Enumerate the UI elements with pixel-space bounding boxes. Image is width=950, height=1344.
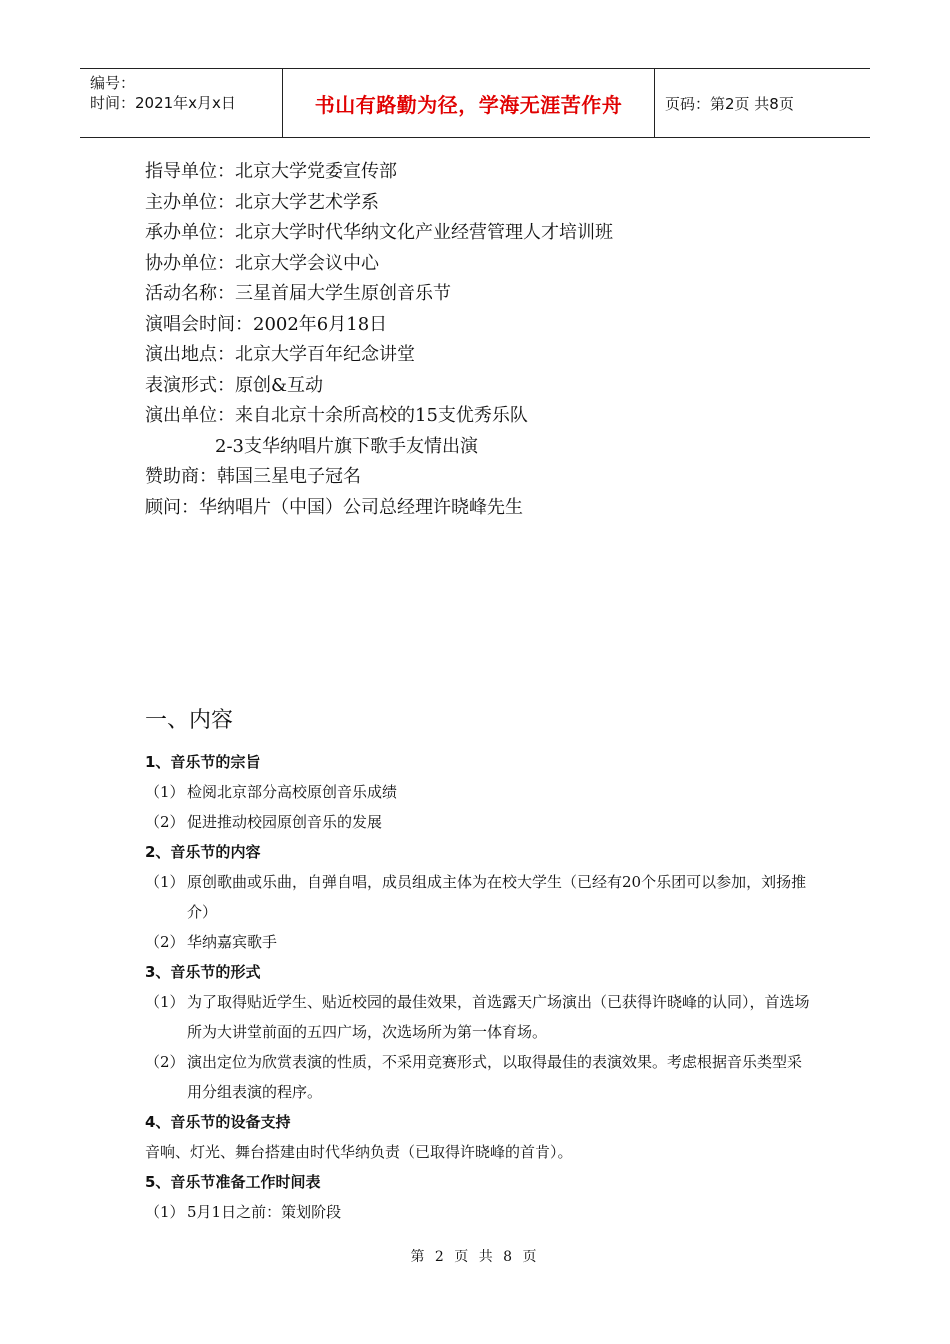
item-number: （1） (145, 1203, 185, 1221)
subheading: 1、音乐节的宗旨 (145, 753, 261, 771)
list-item (145, 987, 813, 1047)
list-item (145, 1197, 813, 1227)
item-text: 为了取得贴近学生、贴近校园的最佳效果，首选露天广场演出（已获得许晓峰的认同），首选场所为大讲堂前面的五四广场，次选场所为第一体育场。 (187, 993, 810, 1041)
item-number: （2） (145, 813, 185, 831)
item-number: （1） (145, 783, 185, 801)
header-motto: 书山有路勤为径，学海无涯苦作舟 (314, 92, 623, 117)
info-line: 演唱会时间：2002年6月18日 (145, 313, 388, 335)
subheading: 5、音乐节准备工作时间表 (145, 1173, 321, 1191)
info-line: 演出地点：北京大学百年纪念讲堂 (145, 344, 415, 365)
list-item (145, 867, 813, 927)
info-line: 主办单位：北京大学艺术学系 (145, 191, 379, 213)
list-item (145, 777, 813, 807)
info-line: 2-3支华纳唱片旗下歌手友情出演 (215, 435, 478, 457)
item-text: 检阅北京部分高校原创音乐成绩 (187, 783, 398, 801)
item-text: 演出定位为欣赏表演的性质，不采用竞赛形式，以取得最佳的表演效果。考虑根据音乐类型采用分组表演的程序。 (187, 1053, 803, 1101)
section-title: 一、内容 (145, 708, 234, 733)
document-date: 时间：2021年x月x日 (90, 94, 236, 112)
info-line: 表演形式：原创&互动 (145, 374, 324, 396)
info-line: 协办单位：北京大学会议中心 (145, 252, 379, 274)
item-text: 华纳嘉宾歌手 (187, 933, 278, 951)
item-number: （2） (145, 933, 185, 951)
section-content (145, 747, 813, 1227)
item-number: （1） (145, 993, 185, 1011)
info-line: 演出单位：来自北京十余所高校的15支优秀乐队 (145, 405, 528, 426)
info-line: 指导单位：北京大学党委宣传部 (145, 161, 397, 182)
event-info-block (145, 157, 845, 523)
header-meta (90, 73, 236, 113)
info-line: 承办单位：北京大学时代华纳文化产业经营管理人才培训班 (145, 222, 613, 243)
info-line: 活动名称：三星首届大学生原创音乐节 (145, 283, 451, 304)
list-item (145, 807, 813, 837)
item-text: 原创歌曲或乐曲，自弹自唱，成员组成主体为在校大学生（已经有20个乐团可以参加，刘扬推介） (187, 873, 807, 921)
info-line: 赞助商：韩国三星电子冠名 (145, 466, 361, 487)
item-text: 促进推动校园原创音乐的发展 (187, 813, 383, 831)
header-page-number: 页码：第2页 共8页 (665, 95, 794, 113)
list-item (145, 1047, 813, 1107)
subheading: 3、音乐节的形式 (145, 963, 261, 981)
subheading: 4、音乐节的设备支持 (145, 1113, 291, 1131)
item-number: （1） (145, 873, 185, 891)
subheading: 2、音乐节的内容 (145, 843, 261, 861)
paragraph: 音响、灯光、舞台搭建由时代华纳负责（已取得许晓峰的首肯）。 (145, 1143, 573, 1161)
list-item (145, 927, 813, 957)
item-text: 5月1日之前：策划阶段 (187, 1203, 342, 1221)
item-number: （2） (145, 1053, 185, 1071)
info-line: 顾问：华纳唱片（中国）公司总经理许晓峰先生 (145, 496, 523, 518)
page-header (80, 68, 870, 138)
page-footer: 第 2 页 共 8 页 (410, 1249, 540, 1265)
header-divider (654, 69, 655, 137)
document-number-label: 编号： (90, 74, 136, 92)
